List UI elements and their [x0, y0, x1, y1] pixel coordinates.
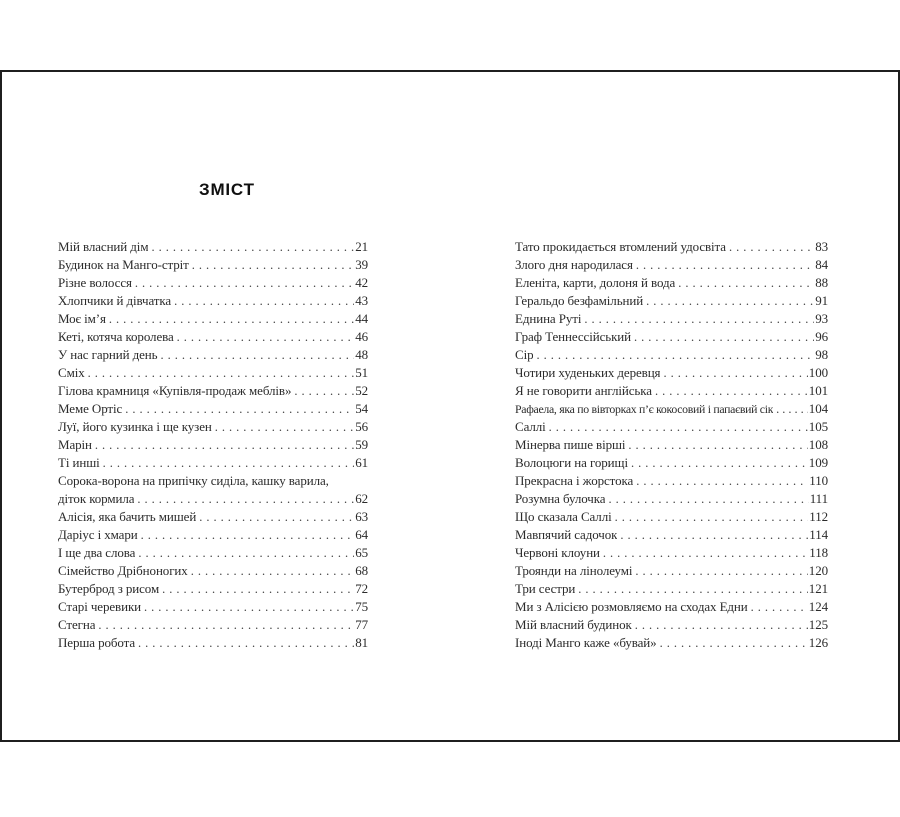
toc-entry	[515, 364, 828, 382]
toc-entry	[515, 436, 828, 454]
toc-page-number: 75	[355, 599, 368, 614]
toc-entry-label: Я не говорити англійська	[515, 383, 652, 398]
toc-page-number: 63	[355, 509, 368, 524]
toc-entry-label: Прекрасна і жорстока	[515, 473, 634, 488]
toc-entry-label: Даріус і хмари	[58, 527, 138, 542]
toc-page-number: 54	[355, 401, 368, 416]
toc-leader-dots	[138, 544, 354, 562]
toc-page-number: 64	[355, 527, 368, 542]
toc-entry	[515, 472, 828, 490]
toc-entry	[515, 292, 828, 310]
toc-page-number: 43	[355, 293, 368, 308]
toc-leader-dots	[95, 436, 354, 454]
toc-entry	[515, 256, 828, 274]
toc-entry-label: Луї, його кузинка і ще кузен	[58, 419, 212, 434]
toc-entry-label: Мій власний будинок	[515, 617, 632, 632]
toc-page-number: 104	[808, 401, 828, 416]
toc-entry-label: Моє ім’я	[58, 311, 106, 326]
toc-page-number: 21	[355, 239, 368, 254]
toc-entry	[58, 634, 368, 652]
toc-entry-label: Мінерва пише вірші	[515, 437, 626, 452]
toc-entry	[515, 508, 828, 526]
toc-page-number: 109	[808, 455, 828, 470]
toc-entry-label: Хлопчики й дівчатка	[58, 293, 172, 308]
toc-page-number: 124	[808, 599, 828, 614]
toc-leader-dots	[615, 508, 809, 526]
toc-entry-label: Граф Теннессійський	[515, 329, 632, 344]
toc-leader-dots	[549, 418, 808, 436]
toc-page-number: 105	[808, 419, 828, 434]
toc-entry	[58, 454, 368, 472]
toc-page-number: 52	[355, 383, 368, 398]
toc-page-number: 72	[355, 581, 368, 596]
toc-leader-dots	[663, 364, 807, 382]
toc-page-number: 61	[355, 455, 368, 470]
book-page	[0, 70, 900, 742]
toc-entry	[515, 382, 828, 400]
toc-column-left	[58, 238, 368, 652]
toc-entry	[58, 364, 368, 382]
toc-leader-dots	[151, 238, 354, 256]
toc-entry	[515, 418, 828, 436]
toc-page-number: 108	[808, 437, 828, 452]
toc-leader-dots	[636, 256, 814, 274]
toc-entry	[58, 616, 368, 634]
toc-entry-label: Сір	[515, 347, 534, 362]
toc-entry-label: Волоцюги на горищі	[515, 455, 628, 470]
toc-page-number: 77	[355, 617, 368, 632]
toc-entry	[58, 274, 368, 292]
toc-leader-dots	[729, 238, 814, 256]
toc-entry	[58, 544, 368, 562]
toc-entry-label: Еднина Руті	[515, 311, 582, 326]
toc-entry-label: Іноді Манго каже «бувай»	[515, 635, 657, 650]
toc-page-number: 88	[815, 275, 828, 290]
toc-entry-label: У нас гарний день	[58, 347, 158, 362]
toc-entry	[515, 400, 828, 418]
toc-leader-dots	[678, 274, 814, 292]
toc-page-number: 93	[815, 311, 828, 326]
toc-entry-label: Троянди на лінолеумі	[515, 563, 633, 578]
toc-leader-dots	[636, 472, 808, 490]
toc-page-number: 51	[355, 365, 368, 380]
toc-entry	[58, 382, 368, 400]
toc-entry	[515, 310, 828, 328]
toc-entry-label: Мій власний дім	[58, 239, 149, 254]
toc-page-number: 83	[815, 239, 828, 254]
contents-title: ЗМІСТ	[199, 180, 255, 199]
toc-page-number: 114	[809, 527, 828, 542]
toc-entry-label: І ще два слова	[58, 545, 136, 560]
toc-entry	[515, 526, 828, 544]
toc-leader-dots	[620, 526, 808, 544]
toc-page-number: 48	[355, 347, 368, 362]
toc-entry-label: Стегна	[58, 617, 96, 632]
toc-leader-dots	[646, 292, 814, 310]
toc-entry-label: Рафаела, яка по вівторках п’є кокосовий і папаєвий сік	[515, 402, 774, 416]
toc-leader-dots	[98, 616, 354, 634]
toc-page-number: 118	[809, 545, 828, 560]
toc-page-number: 112	[809, 509, 828, 524]
toc-page-number: 68	[355, 563, 368, 578]
toc-leader-dots	[138, 634, 354, 652]
toc-leader-dots	[174, 292, 354, 310]
toc-leader-dots	[135, 274, 354, 292]
toc-entry	[58, 346, 368, 364]
toc-entry-label: Сімейство Дрібноногих	[58, 563, 188, 578]
toc-entry	[58, 526, 368, 544]
toc-leader-dots	[584, 310, 814, 328]
toc-entry-label: Гілова крамниця «Купівля-продаж меблів»	[58, 383, 292, 398]
toc-page-number: 110	[809, 473, 828, 488]
toc-entry	[515, 490, 828, 508]
toc-entry-label: Еленіта, карти, долоня й вода	[515, 275, 676, 290]
toc-entry-label: Злого дня народилася	[515, 257, 633, 272]
toc-leader-dots	[631, 454, 808, 472]
toc-entry-label: Що сказала Саллі	[515, 509, 612, 524]
toc-page-number: 120	[808, 563, 828, 578]
toc-entry-label: Меме Ортіс	[58, 401, 123, 416]
toc-entry	[58, 292, 368, 310]
toc-entry	[515, 274, 828, 292]
toc-page-number: 84	[815, 257, 828, 272]
toc-entry-label: Мавпячий садочок	[515, 527, 618, 542]
toc-page-number: 62	[355, 491, 368, 506]
toc-leader-dots	[578, 580, 808, 598]
toc-entry-label: Алісія, яка бачить мишей	[58, 509, 197, 524]
toc-leader-dots	[294, 382, 354, 400]
toc-page-number: 39	[355, 257, 368, 272]
toc-leader-dots	[88, 364, 355, 382]
toc-entry-label: діток кормила	[58, 491, 135, 506]
toc-leader-dots	[215, 418, 354, 436]
toc-page-number: 100	[808, 365, 828, 380]
toc-entry	[58, 400, 368, 418]
toc-entry-label: Старі черевики	[58, 599, 142, 614]
toc-page-number: 42	[355, 275, 368, 290]
toc-entry-label: Ми з Алісією розмовляємо на сходах Едни	[515, 599, 748, 614]
toc-page-number: 59	[355, 437, 368, 452]
toc-leader-dots	[137, 490, 354, 508]
toc-entry	[515, 598, 828, 616]
toc-entry	[58, 598, 368, 616]
toc-entry	[58, 256, 368, 274]
toc-entry	[515, 328, 828, 346]
toc-leader-dots	[103, 454, 355, 472]
toc-column-right	[515, 238, 828, 652]
toc-entry	[58, 490, 368, 508]
toc-leader-dots	[144, 598, 354, 616]
toc-leader-dots	[603, 544, 808, 562]
toc-entry-label: Саллі	[515, 419, 546, 434]
toc-page-number: 111	[809, 491, 828, 506]
toc-leader-dots	[125, 400, 354, 418]
toc-leader-dots	[751, 598, 808, 616]
toc-leader-dots	[161, 346, 355, 364]
toc-entry	[58, 418, 368, 436]
toc-entry	[515, 454, 828, 472]
toc-entry	[515, 346, 828, 364]
toc-leader-dots	[635, 616, 808, 634]
toc-page-number: 126	[808, 635, 828, 650]
toc-page-number: 65	[355, 545, 368, 560]
toc-entry	[515, 580, 828, 598]
toc-leader-dots	[109, 310, 354, 328]
toc-entry	[58, 508, 368, 526]
toc-entry	[58, 238, 368, 256]
toc-entry	[58, 580, 368, 598]
toc-entry-label: Червоні клоуни	[515, 545, 600, 560]
toc-leader-dots	[177, 328, 355, 346]
toc-page-number: 81	[355, 635, 368, 650]
toc-entry-label: Три сестри	[515, 581, 576, 596]
toc-entry	[515, 544, 828, 562]
toc-entry-label: Ті инші	[58, 455, 100, 470]
toc-page-number: 46	[355, 329, 368, 344]
toc-entry	[515, 562, 828, 580]
toc-leader-dots	[141, 526, 355, 544]
toc-page-number: 91	[815, 293, 828, 308]
toc-leader-dots	[655, 382, 808, 400]
toc-entry	[58, 562, 368, 580]
toc-leader-dots	[608, 490, 808, 508]
toc-page-number: 101	[808, 383, 828, 398]
toc-page-number: 56	[355, 419, 368, 434]
toc-entry-label: Розумна булочка	[515, 491, 606, 506]
toc-leader-dots	[660, 634, 808, 652]
toc-entry	[515, 634, 828, 652]
toc-leader-dots	[776, 400, 808, 418]
toc-entry-label: Тато прокидається втомлений удосвіта	[515, 239, 726, 254]
toc-leader-dots	[635, 562, 807, 580]
toc-entry-label: Кеті, котяча королева	[58, 329, 174, 344]
toc-entry	[58, 436, 368, 454]
toc-entry	[515, 238, 828, 256]
toc-leader-dots	[199, 508, 354, 526]
toc-leader-dots	[634, 328, 814, 346]
toc-leader-dots	[162, 580, 354, 598]
toc-page-number: 121	[808, 581, 828, 596]
toc-page-number: 98	[815, 347, 828, 362]
toc-entry-label: Перша робота	[58, 635, 136, 650]
toc-page-number: 96	[815, 329, 828, 344]
toc-entry	[58, 310, 368, 328]
toc-leader-dots	[191, 562, 355, 580]
toc-entry-label: Геральдо безфамільний	[515, 293, 644, 308]
toc-entry-label: Сорока-ворона на припічку сиділа, кашку варила,	[58, 473, 329, 488]
toc-page-number: 125	[808, 617, 828, 632]
toc-entry-label: Сміх	[58, 365, 85, 380]
toc-page-number: 44	[355, 311, 368, 326]
toc-entry	[515, 616, 828, 634]
toc-leader-dots	[192, 256, 354, 274]
toc-leader-dots	[628, 436, 807, 454]
toc-entry-label: Марін	[58, 437, 92, 452]
toc-entry-label: Чотири худеньких деревця	[515, 365, 661, 380]
toc-entry-label: Бутерброд з рисом	[58, 581, 160, 596]
toc-leader-dots	[536, 346, 814, 364]
toc-entry-label: Будинок на Манго-стріт	[58, 257, 189, 272]
toc-entry-label: Різне волосся	[58, 275, 132, 290]
toc-entry	[58, 328, 368, 346]
toc-entry	[58, 472, 368, 490]
